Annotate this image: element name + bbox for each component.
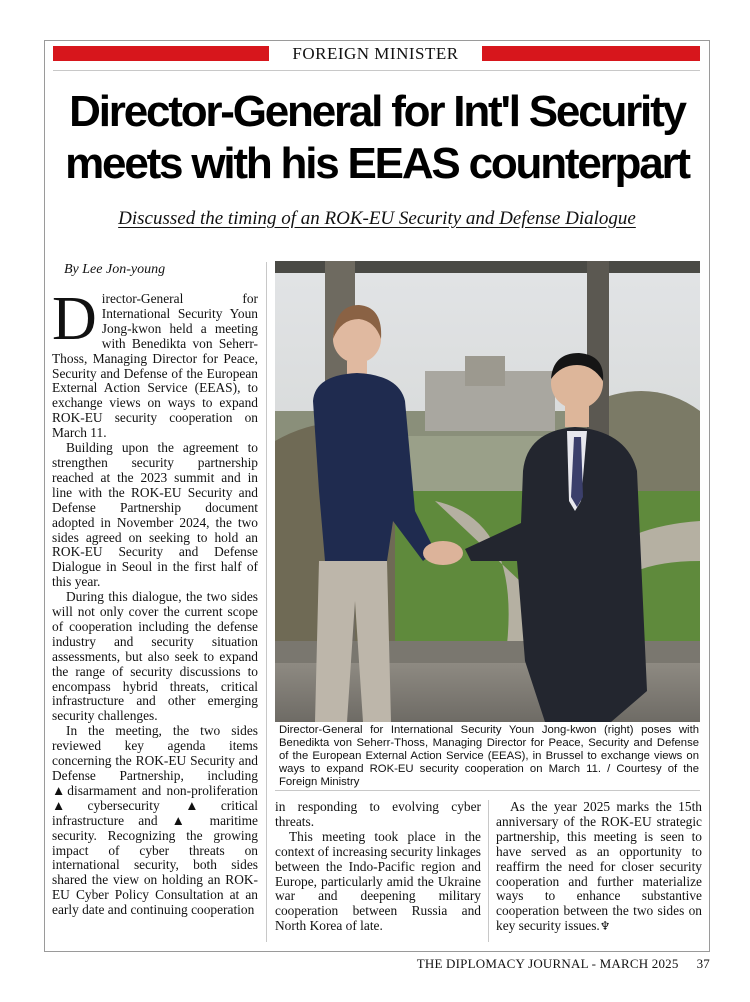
article-column-1 [52, 285, 258, 918]
article-paragraph [496, 800, 702, 934]
article-paragraph-text: As the year 2025 marks the 15th anniversary of the ROK-EU strategic partnership, this meeting is seen to have served as an opportunity to reaffirm the need for closer security cooperation and further materialize ways to enhance substantive cooperation between the two sides on key security issues. [496, 799, 702, 934]
subheadline: Discussed the timing of an ROK-EU Security and Defense Dialogue [118, 208, 636, 229]
article-paragraph: During this dialogue, the two sides will not only cover the current scope of cooperation including the defense industry and security situation assessments, but also seek to expand the range of security discussions to encompass hybrid threats, critical infrastructure and other emerging security challenges. [52, 589, 258, 724]
footer-publication: THE DIPLOMACY JOURNAL - MARCH 2025 [416, 956, 679, 971]
column-divider-right [488, 800, 489, 942]
column-divider-left [266, 262, 267, 942]
article-paragraph-text: irector-General for International Security Youn Jong-kwon held a meeting with Benedikta von Seherr-Thoss, Managing Director for Peace, Security and Defense of the European External Action Service (EEAS), to exchange views on ways to expand ROK-EU security cooperation on March 11. [52, 291, 258, 441]
section-label: FOREIGN MINISTER [292, 44, 459, 63]
byline: By Lee Jon-young [64, 262, 166, 277]
headline [52, 86, 702, 190]
article-paragraph: This meeting took place in the context of increasing security linkages between the Indo-Pacific region and Europe, particularly amid the Ukraine war and deepening military cooperation between Russia and North Korea of late. [275, 828, 481, 934]
headline-line-2: meets with his EEAS counterpart [65, 139, 689, 188]
caption-rule [275, 790, 700, 791]
section-bar-left [53, 46, 269, 61]
page-footer [400, 956, 710, 972]
article-column-2 [275, 800, 481, 934]
article-paragraph [52, 285, 258, 441]
drop-cap: D [52, 285, 97, 353]
article-paragraph: in responding to evolving cyber threats. [275, 799, 481, 829]
article-photo [275, 261, 700, 722]
section-bar-right [482, 46, 700, 61]
article-paragraph: In the meeting, the two sides reviewed key agenda items concerning the ROK-EU Security and Defense Partnership, including ▲disarmament and non-proliferation ▲cybersecurity ▲critical infrastructure and ▲ maritime security. Recognizing the growing impact of cyber threats on international security, both sides shared the view on holding an ROK-EU Cyber Policy Consultation at an early date and continuing cooperation [52, 723, 258, 918]
section-rule [53, 70, 700, 71]
photo-caption: Director-General for International Security Youn Jong-kwon (right) poses with Benedikta von Seherr-Thoss, Managing Director for Peace, Security and Defense of the European External Action Service (EEAS), in Brussel to exchange views on ways to expand ROK-EU security cooperation on March 11. / Courtesy of the Foreign Ministry [279, 724, 699, 788]
page-number: 37 [696, 956, 710, 971]
end-mark-icon: ♆ [599, 919, 611, 934]
article-column-3 [496, 800, 702, 934]
article-paragraph: Building upon the agreement to strengthen security partnership reached at the 2023 summit and in line with the ROK-EU Security and Defense Partnership document adopted in November 2024, the two sides agreed on seeking to hold an ROK-EU Security and Defense Dialogue in Seoul in the first half of this year. [52, 440, 258, 590]
headline-line-1: Director-General for Int'l Security [69, 87, 685, 136]
